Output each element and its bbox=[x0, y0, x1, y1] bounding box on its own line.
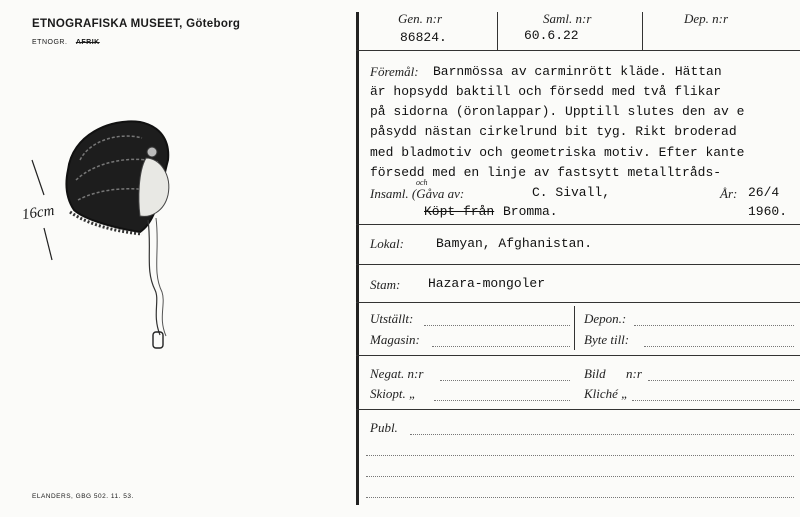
publ-label: Publ. bbox=[370, 420, 398, 435]
foremal-line: försedd med en linje av fastsytt metalltråds- bbox=[370, 165, 722, 180]
dep-label: Dep. n:r bbox=[684, 11, 729, 26]
foremal-line: på sidorna (öronlappar). Upptill slutes den av e bbox=[370, 104, 745, 119]
department-label: ETNOGR. AFRIK bbox=[32, 39, 100, 46]
publ-line bbox=[410, 434, 794, 435]
printer-mark: ELANDERS, GBG 502. 11. 53. bbox=[32, 493, 134, 500]
foremal-line: Barnmössa av carminrött kläde. Hättan bbox=[433, 64, 722, 79]
publ-line bbox=[366, 497, 794, 498]
publ-line bbox=[366, 455, 794, 456]
gen-value: 86824. bbox=[400, 30, 447, 45]
stam-value: Hazara-mongoler bbox=[428, 276, 546, 291]
saml-value: 60.6.22 bbox=[524, 28, 579, 43]
ar-value: 26/4 bbox=[748, 185, 780, 200]
bild-line bbox=[648, 380, 794, 381]
section-divider bbox=[356, 302, 800, 303]
negat-line bbox=[440, 380, 570, 381]
utstallt-line bbox=[424, 325, 570, 326]
lokal-value: Bamyan, Afghanistan. bbox=[436, 236, 593, 251]
bonnet-photo bbox=[10, 100, 210, 360]
foremal-line: påsydd nästan cirkelrund bit tyg. Rikt broderad bbox=[370, 124, 737, 139]
kliche-label: Kliché „ bbox=[584, 386, 629, 401]
depon-line bbox=[634, 325, 794, 326]
skiopt-line bbox=[434, 400, 570, 401]
foremal-label: Föremål: bbox=[370, 64, 419, 79]
section-divider bbox=[356, 224, 800, 225]
header-divider bbox=[356, 50, 800, 51]
size-note: 16cm bbox=[20, 202, 56, 224]
header-sep-1 bbox=[497, 12, 498, 50]
negat-label: Negat. n:r bbox=[370, 366, 424, 381]
saml-label: Saml. n:r bbox=[543, 11, 592, 26]
lokal-label: Lokal: bbox=[370, 236, 404, 251]
foremal-line: är hopsydd baktill och försedd med två flikar bbox=[370, 84, 722, 99]
section-divider bbox=[356, 409, 800, 410]
museum-title: ETNOGRAFISKA MUSEET, Göteborg bbox=[32, 18, 241, 30]
byte-till-line bbox=[644, 346, 794, 347]
card-left-border bbox=[356, 12, 359, 505]
kliche-line bbox=[632, 400, 794, 401]
department-struck: AFRIK bbox=[75, 39, 100, 46]
ar-label: År: bbox=[720, 186, 738, 201]
magasin-label: Magasin: bbox=[370, 332, 420, 347]
insaml-year: 1960. bbox=[748, 204, 788, 219]
section-divider bbox=[356, 264, 800, 265]
insaml-place: Bromma. bbox=[503, 204, 558, 219]
och-note: och bbox=[416, 178, 428, 187]
insaml-label: Insaml. (Gåva av: bbox=[370, 186, 465, 201]
field-sep bbox=[574, 306, 575, 350]
foremal-line: med bladmotiv och geometriska motiv. Efter kante bbox=[370, 145, 745, 160]
stam-label: Stam: bbox=[370, 277, 401, 292]
header-sep-2 bbox=[642, 12, 643, 50]
utstallt-label: Utställt: bbox=[370, 311, 414, 326]
magasin-line bbox=[432, 346, 570, 347]
bild-label: Bild bbox=[584, 366, 606, 381]
skiopt-label: Skiopt. „ bbox=[370, 386, 417, 401]
byte-till-label: Byte till: bbox=[584, 332, 630, 347]
depon-label: Depon.: bbox=[584, 311, 627, 326]
bild-nr-label: n:r bbox=[626, 366, 642, 381]
place-struck: Köpt från bbox=[424, 204, 495, 219]
section-divider bbox=[356, 355, 800, 356]
insaml-name: C. Sivall, bbox=[532, 185, 611, 200]
gen-label: Gen. n:r bbox=[398, 11, 443, 26]
publ-line bbox=[366, 476, 794, 477]
